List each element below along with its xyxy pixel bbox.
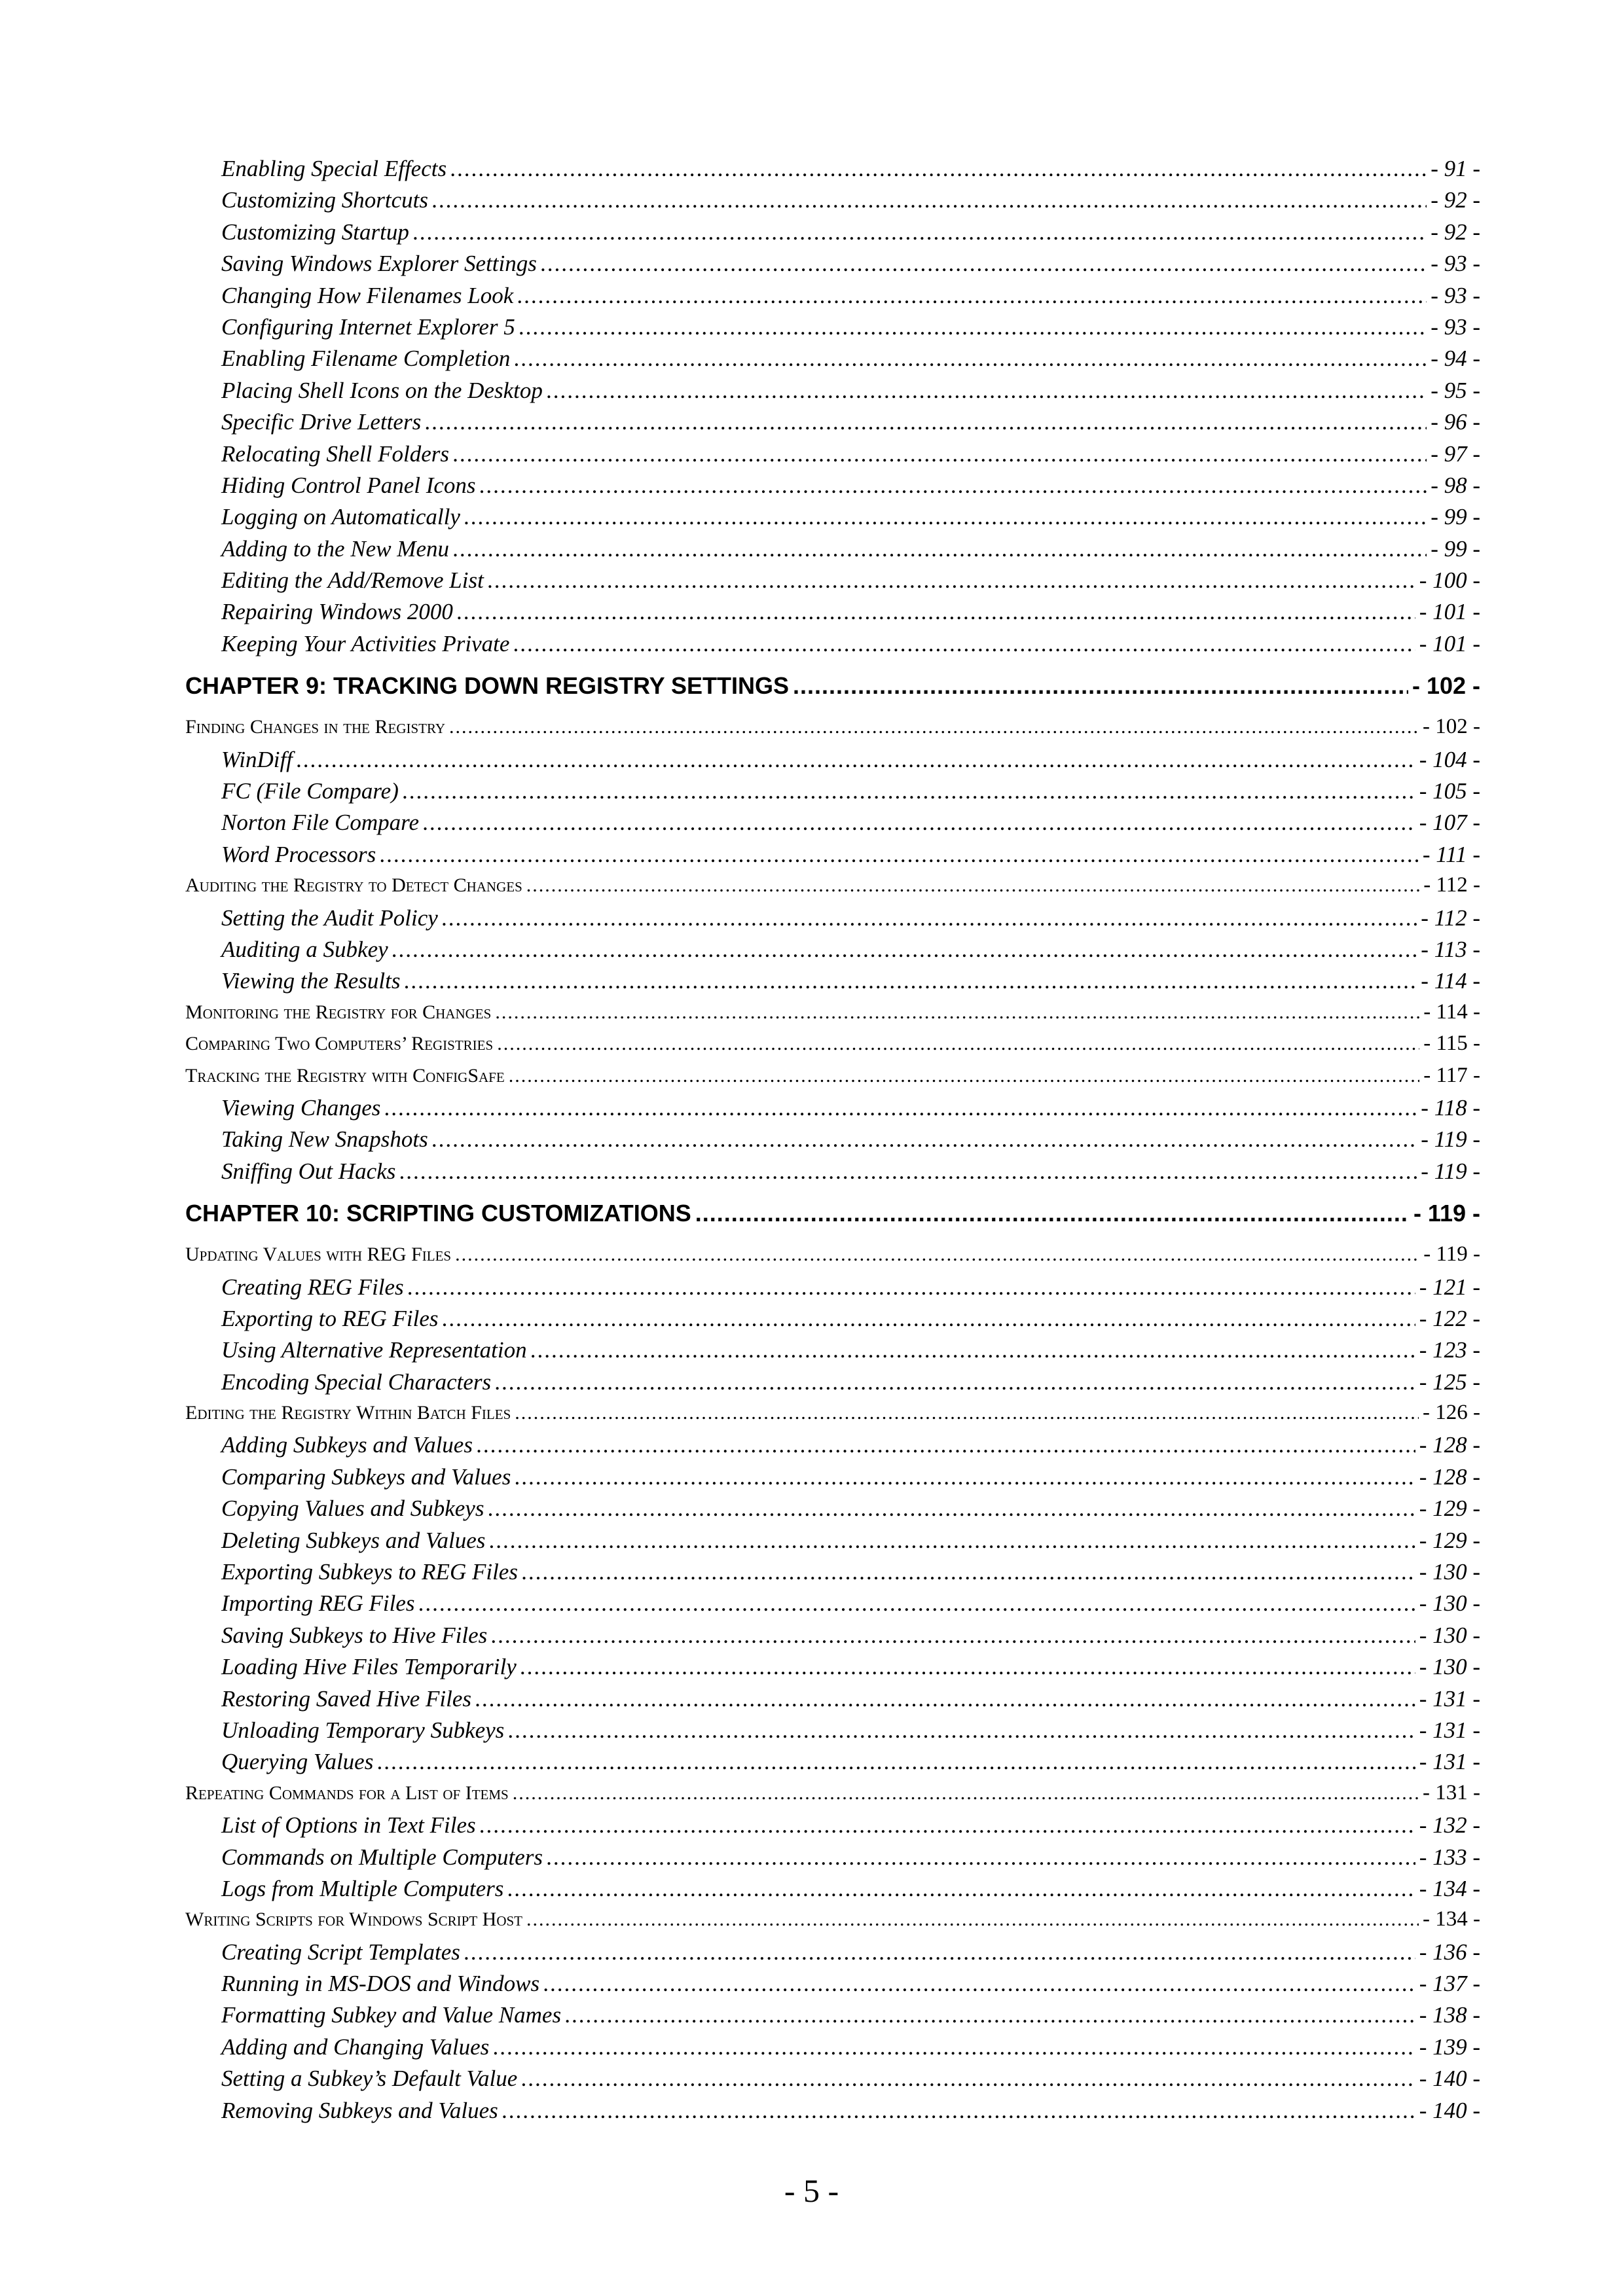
toc-entry-title: Comparing Subkeys and Values	[221, 1463, 511, 1490]
toc-entry-title: Importing REG Files	[221, 1590, 415, 1617]
toc-subsection-entry	[185, 219, 1480, 251]
toc-entry-page: - 131 -	[1423, 1780, 1480, 1804]
toc-entry-title: Auditing the Registry to Detect Changes	[185, 874, 522, 897]
toc-entry-title: Deleting Subkeys and Values	[221, 1527, 486, 1553]
dot-leader	[513, 1782, 1419, 1804]
toc-entry-page: - 114 -	[1421, 968, 1480, 994]
toc-entry-page: - 96 -	[1431, 409, 1480, 435]
dot-leader	[515, 1464, 1415, 1490]
toc-entry-page: - 98 -	[1431, 472, 1480, 498]
toc-entry-title: Placing Shell Icons on the Desktop	[221, 377, 543, 403]
toc-subsection-entry	[185, 378, 1480, 409]
dot-leader	[408, 1274, 1415, 1300]
toc-entry-page: - 118 -	[1421, 1094, 1480, 1121]
toc-entry-page: - 138 -	[1419, 2002, 1480, 2028]
dot-leader	[526, 1909, 1419, 1931]
toc-entry-page: - 93 -	[1431, 282, 1480, 308]
dot-leader	[526, 874, 1419, 897]
toc-entry-page: - 99 -	[1431, 504, 1480, 530]
toc-entry-page: - 100 -	[1419, 567, 1480, 594]
toc-entry-page: - 126 -	[1423, 1401, 1480, 1425]
dot-leader	[495, 1001, 1419, 1024]
toc-subsection-entry	[185, 1844, 1480, 1876]
toc-subsection-entry	[185, 905, 1480, 937]
toc-entry-page: - 97 -	[1431, 440, 1480, 467]
toc-subsection-entry	[185, 1971, 1480, 2002]
toc-entry-title: Adding to the New Menu	[221, 535, 450, 562]
toc-subsection-entry	[185, 409, 1480, 440]
toc-entry-title: Auditing a Subkey	[221, 936, 388, 962]
dot-leader	[480, 1812, 1415, 1839]
page-number: - 5 -	[784, 2172, 839, 2209]
toc-subsection-entry	[185, 2066, 1480, 2097]
toc-entry-title: Saving Windows Explorer Settings	[221, 251, 537, 277]
toc-entry-page: - 131 -	[1419, 1717, 1480, 1743]
dot-leader	[502, 2098, 1415, 2124]
toc-subsection-entry	[185, 1126, 1480, 1158]
toc-section-entry	[185, 1000, 1480, 1031]
toc-subsection-entry	[185, 314, 1480, 346]
dot-leader	[453, 536, 1427, 562]
toc-entry-title: Changing How Filenames Look	[221, 282, 514, 308]
toc-subsection-entry	[185, 1369, 1480, 1401]
toc-entry-title: Relocating Shell Folders	[221, 440, 449, 467]
toc-entry-title: Creating REG Files	[221, 1274, 404, 1300]
toc-entry-page: - 95 -	[1431, 377, 1480, 403]
toc-entry-page: - 93 -	[1431, 314, 1480, 340]
toc-entry-page: - 121 -	[1419, 1274, 1480, 1300]
toc-entry-title: Saving Subkeys to Hive Files	[221, 1622, 488, 1648]
dot-leader	[493, 2034, 1415, 2060]
dot-leader	[442, 905, 1417, 931]
dot-leader	[297, 747, 1415, 773]
toc-entry-page: - 130 -	[1419, 1622, 1480, 1648]
toc-subsection-entry	[185, 1559, 1480, 1590]
toc-entry-page: - 130 -	[1419, 1559, 1480, 1585]
toc-entry-page: - 99 -	[1431, 535, 1480, 562]
toc-subsection-entry	[185, 1876, 1480, 1907]
dot-leader	[464, 1939, 1415, 1965]
toc-entry-page: - 119 -	[1423, 1242, 1480, 1266]
toc-subsection-entry	[185, 1528, 1480, 1559]
dot-leader	[404, 968, 1417, 994]
toc-entry-title: Word Processors	[221, 841, 376, 867]
toc-subsection-entry	[185, 810, 1480, 841]
toc-chapter-entry	[185, 662, 1480, 709]
toc-entry-page: - 112 -	[1421, 905, 1480, 931]
toc-entry-title: Repeating Commands for a List of Items	[185, 1782, 509, 1804]
toc-entry-page: - 128 -	[1419, 1432, 1480, 1458]
dot-leader	[515, 1402, 1419, 1424]
toc-entry-page: - 129 -	[1419, 1527, 1480, 1553]
toc-entry-title: Taking New Snapshots	[221, 1126, 428, 1153]
toc-entry-page: - 92 -	[1431, 187, 1480, 213]
dot-leader	[547, 1844, 1415, 1871]
toc-section-entry	[185, 1781, 1480, 1812]
toc-subsection-entry	[185, 473, 1480, 504]
toc-entry-page: - 119 -	[1421, 1158, 1480, 1184]
toc-subsection-entry	[185, 2098, 1480, 2129]
toc-entry-page: - 105 -	[1419, 778, 1480, 804]
toc-subsection-entry	[185, 1717, 1480, 1749]
toc-entry-title: Adding Subkeys and Values	[221, 1432, 473, 1458]
dot-leader	[432, 187, 1427, 213]
toc-subsection-entry	[185, 567, 1480, 599]
toc-entry-title: Updating Values with REG Files	[185, 1244, 452, 1266]
toc-entry-page: - 102 -	[1423, 715, 1480, 739]
dot-leader	[514, 346, 1427, 372]
toc-entry-title: Exporting to REG Files	[221, 1305, 439, 1331]
dot-leader	[793, 672, 1408, 700]
toc-entry-page: - 107 -	[1419, 810, 1480, 836]
dot-leader	[477, 1432, 1415, 1458]
dot-leader	[413, 219, 1427, 245]
toc-entry-page: - 130 -	[1419, 1654, 1480, 1680]
dot-leader	[495, 1369, 1415, 1395]
toc-subsection-entry	[185, 441, 1480, 473]
toc-entry-title: Tracking the Registry with ConfigSafe	[185, 1064, 505, 1086]
toc-entry-title: Repairing Windows 2000	[221, 599, 453, 625]
dot-leader	[541, 251, 1427, 277]
toc-entry-title: Unloading Temporary Subkeys	[221, 1717, 505, 1743]
toc-subsection-entry	[185, 1590, 1480, 1622]
toc-entry-page: - 136 -	[1419, 1939, 1480, 1965]
toc-subsection-entry	[185, 1158, 1480, 1190]
toc-entry-page: - 114 -	[1423, 999, 1480, 1024]
toc-subsection-entry	[185, 631, 1480, 662]
toc-entry-page: - 102 -	[1412, 672, 1480, 700]
toc-subsection-entry	[185, 1686, 1480, 1717]
toc-entry-title: Comparing Two Computers’ Registries	[185, 1033, 494, 1055]
toc-subsection-entry	[185, 1654, 1480, 1685]
toc-subsection-entry	[185, 1749, 1480, 1780]
toc-entry-page: - 93 -	[1431, 251, 1480, 277]
toc-subsection-entry	[185, 1274, 1480, 1306]
dot-leader	[380, 842, 1419, 868]
toc-subsection-entry	[185, 1432, 1480, 1463]
toc-entry-page: - 94 -	[1431, 346, 1480, 372]
toc-entry-page: - 92 -	[1431, 219, 1480, 245]
toc-entry-title: Viewing Changes	[221, 1094, 381, 1121]
dot-leader	[543, 1971, 1415, 1997]
toc-entry-title: Loading Hive Files Temporarily	[221, 1654, 517, 1680]
toc-entry-title: Commands on Multiple Computers	[221, 1844, 543, 1870]
toc-subsection-entry	[185, 346, 1480, 377]
toc-entry-title: Finding Changes in the Registry	[185, 716, 446, 738]
toc-entry-title: Hiding Control Panel Icons	[221, 472, 476, 498]
toc-subsection-entry	[185, 778, 1480, 810]
toc-subsection-entry	[185, 1812, 1480, 1844]
toc-section-entry	[185, 1907, 1480, 1939]
toc-entry-title: Logs from Multiple Computers	[221, 1875, 504, 1901]
toc-entry-title: Copying Values and Subkeys	[221, 1496, 484, 1522]
toc-entry-title: List of Options in Text Files	[221, 1812, 476, 1839]
toc-section-entry	[185, 715, 1480, 746]
toc-subsection-entry	[185, 968, 1480, 999]
dot-leader	[453, 441, 1427, 467]
toc-entry-title: Norton File Compare	[221, 810, 420, 836]
toc-entry-page: - 119 -	[1413, 1200, 1480, 1227]
dot-leader	[521, 2066, 1415, 2092]
toc-entry-page: - 131 -	[1419, 1685, 1480, 1712]
toc-entry-title: Setting the Audit Policy	[221, 905, 438, 931]
toc-entry-page: - 132 -	[1419, 1812, 1480, 1839]
dot-leader	[457, 599, 1415, 625]
toc-entry-title: Editing the Registry Within Batch Files	[185, 1402, 511, 1424]
dot-leader	[419, 1590, 1415, 1617]
toc-subsection-entry	[185, 283, 1480, 314]
toc-entry-page: - 101 -	[1419, 599, 1480, 625]
toc-subsection-entry	[185, 1623, 1480, 1654]
toc-section-entry	[185, 873, 1480, 905]
toc-subsection-entry	[185, 1496, 1480, 1527]
toc-subsection-entry	[185, 2034, 1480, 2066]
toc-entry-page: - 137 -	[1419, 1971, 1480, 1997]
toc-subsection-entry	[185, 937, 1480, 968]
toc-entry-title: Configuring Internet Explorer 5	[221, 314, 515, 340]
toc-entry-page: - 119 -	[1421, 1126, 1480, 1153]
toc-entry-page: - 117 -	[1423, 1063, 1480, 1087]
toc-subsection-entry	[185, 1337, 1480, 1369]
dot-leader	[403, 778, 1415, 804]
dot-leader	[488, 1496, 1415, 1522]
toc-entry-title: Adding and Changing Values	[221, 2034, 490, 2060]
toc-entry-page: - 125 -	[1419, 1369, 1480, 1395]
toc-entry-page: - 128 -	[1419, 1463, 1480, 1490]
dot-leader	[488, 567, 1415, 594]
toc-entry-page: - 91 -	[1431, 156, 1480, 181]
toc-subsection-entry	[185, 1306, 1480, 1337]
toc-entry-page: - 131 -	[1419, 1749, 1480, 1775]
dot-leader	[695, 1200, 1410, 1227]
toc-entry-page: - 133 -	[1419, 1844, 1480, 1870]
toc-entry-page: - 130 -	[1419, 1590, 1480, 1617]
dot-leader	[464, 504, 1427, 530]
toc-section-entry	[185, 1401, 1480, 1432]
toc-subsection-entry	[185, 504, 1480, 535]
dot-leader	[449, 716, 1419, 738]
dot-leader	[508, 1717, 1415, 1744]
toc-entry-page: - 115 -	[1423, 1031, 1480, 1056]
toc-entry-title: Keeping Your Activities Private	[221, 630, 510, 656]
toc-entry-title: Viewing the Results	[221, 968, 401, 994]
toc-entry-page: - 139 -	[1419, 2034, 1480, 2060]
toc-entry-title: Customizing Shortcuts	[221, 187, 429, 213]
toc-subsection-entry	[185, 2002, 1480, 2034]
toc-entry-title: Setting a Subkey’s Default Value	[221, 2066, 518, 2092]
toc-entry-title: Writing Scripts for Windows Script Host	[185, 1909, 522, 1931]
toc-subsection-entry	[185, 747, 1480, 778]
toc-entry-page: - 113 -	[1421, 936, 1480, 962]
dot-leader	[491, 1623, 1415, 1649]
toc-subsection-entry	[185, 1095, 1480, 1126]
dot-leader	[519, 314, 1427, 340]
table-of-contents	[185, 156, 1480, 2129]
toc-subsection-entry	[185, 1939, 1480, 1971]
toc-subsection-entry	[185, 1464, 1480, 1496]
toc-entry-title: Using Alternative Representation	[221, 1337, 527, 1363]
toc-entry-title: Customizing Startup	[221, 219, 409, 245]
dot-leader	[377, 1749, 1415, 1775]
dot-leader	[531, 1337, 1415, 1363]
dot-leader	[423, 810, 1415, 836]
dot-leader	[450, 156, 1427, 182]
toc-entry-title: Formatting Subkey and Value Names	[221, 2002, 562, 2028]
toc-entry-page: - 101 -	[1419, 630, 1480, 656]
toc-section-entry	[185, 1242, 1480, 1274]
toc-entry-page: - 129 -	[1419, 1496, 1480, 1522]
toc-chapter-entry	[185, 1190, 1480, 1237]
dot-leader	[475, 1686, 1415, 1712]
toc-entry-page: - 104 -	[1419, 746, 1480, 772]
toc-entry-page: - 140 -	[1419, 2097, 1480, 2123]
toc-subsection-entry	[185, 536, 1480, 567]
toc-entry-title: WinDiff	[221, 746, 293, 772]
toc-entry-title: Logging on Automatically	[221, 504, 460, 530]
toc-entry-title: Sniffing Out Hacks	[221, 1158, 396, 1184]
toc-entry-title: Removing Subkeys and Values	[221, 2097, 498, 2123]
dot-leader	[547, 378, 1427, 404]
dot-leader	[392, 937, 1417, 963]
toc-entry-title: Encoding Special Characters	[221, 1369, 492, 1395]
toc-entry-title: Specific Drive Letters	[221, 409, 422, 435]
dot-leader	[565, 2002, 1415, 2028]
toc-entry-title: Exporting Subkeys to REG Files	[221, 1559, 518, 1585]
dot-leader	[455, 1244, 1419, 1266]
toc-entry-page: - 122 -	[1419, 1305, 1480, 1331]
toc-entry-title: Creating Script Templates	[221, 1939, 460, 1965]
toc-entry-page: - 134 -	[1423, 1907, 1480, 1931]
dot-leader	[520, 1654, 1415, 1680]
toc-entry-page: - 111 -	[1422, 841, 1480, 867]
toc-entry-title: CHAPTER 9: TRACKING DOWN REGISTRY SETTINGS	[185, 672, 790, 700]
dot-leader	[442, 1306, 1415, 1332]
dot-leader	[509, 1065, 1420, 1087]
dot-leader	[384, 1095, 1417, 1121]
toc-entry-title: Restoring Saved Hive Files	[221, 1685, 471, 1712]
dot-leader	[480, 473, 1427, 499]
toc-entry-title: Enabling Special Effects	[221, 156, 447, 181]
toc-entry-title: Running in MS-DOS and Windows	[221, 1971, 540, 1997]
toc-entry-page: - 123 -	[1419, 1337, 1480, 1363]
toc-subsection-entry	[185, 187, 1480, 219]
toc-entry-title: Editing the Add/Remove List	[221, 567, 484, 594]
toc-entry-title: Querying Values	[221, 1749, 374, 1775]
dot-leader	[522, 1559, 1415, 1585]
toc-entry-page: - 134 -	[1419, 1875, 1480, 1901]
dot-leader	[399, 1158, 1417, 1185]
dot-leader	[517, 283, 1427, 309]
toc-section-entry	[185, 1031, 1480, 1063]
toc-subsection-entry	[185, 156, 1480, 187]
toc-subsection-entry	[185, 599, 1480, 630]
dot-leader	[497, 1033, 1419, 1055]
toc-section-entry	[185, 1064, 1480, 1095]
dot-leader	[489, 1528, 1415, 1554]
dot-leader	[432, 1126, 1417, 1153]
toc-entry-title: Monitoring the Registry for Changes	[185, 1001, 492, 1023]
toc-entry-page: - 140 -	[1419, 2066, 1480, 2092]
toc-subsection-entry	[185, 842, 1480, 873]
toc-subsection-entry	[185, 251, 1480, 282]
toc-entry-title: Enabling Filename Completion	[221, 346, 511, 372]
toc-entry-title: CHAPTER 10: SCRIPTING CUSTOMIZATIONS	[185, 1200, 691, 1227]
dot-leader	[425, 409, 1427, 435]
dot-leader	[513, 631, 1415, 657]
toc-entry-page: - 112 -	[1423, 873, 1480, 897]
dot-leader	[507, 1876, 1415, 1902]
toc-entry-title: FC (File Compare)	[221, 778, 399, 804]
